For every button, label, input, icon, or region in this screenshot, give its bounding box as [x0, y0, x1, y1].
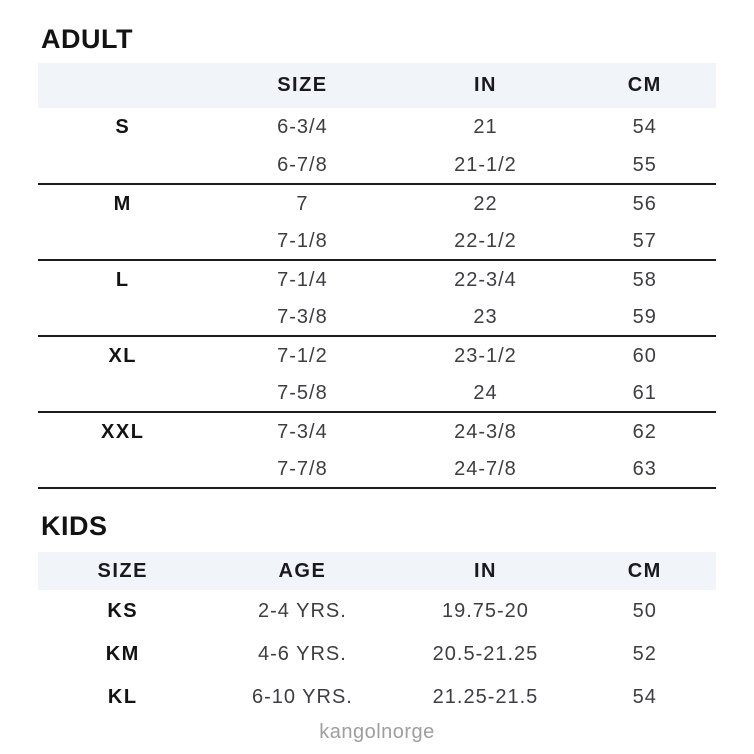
size-label-cell: KS — [107, 600, 139, 622]
hat-size-cell: 7-7/8 — [208, 451, 398, 488]
hat-size-cell: 7-5/8 — [208, 375, 398, 412]
hat-size-cell: 7 — [296, 192, 309, 215]
cm-cell: 50 — [632, 600, 657, 622]
adult-header-size: SIZE — [208, 63, 398, 108]
cm-cell: 56 — [632, 192, 657, 215]
hat-size-cell: 7-1/4 — [277, 268, 328, 291]
kids-header-age: AGE — [208, 552, 398, 590]
hat-size-cell: 7-3/8 — [208, 299, 398, 336]
cm-cell: 61 — [574, 375, 716, 412]
age-cell: 4-6 YRS. — [258, 643, 347, 665]
hat-size-cell: 6-7/8 — [208, 147, 398, 184]
table-row-km — [38, 633, 716, 676]
size-label-cell: L — [115, 268, 130, 291]
table-row-kl — [38, 676, 716, 719]
table-row-xl-1 — [38, 336, 716, 375]
size-label-cell: S — [115, 116, 131, 138]
inches-cell: 21 — [473, 116, 498, 138]
hat-size-cell: 7-1/2 — [277, 344, 328, 367]
size-label-cell — [38, 451, 208, 488]
inches-cell: 23-1/2 — [454, 344, 517, 367]
kids-section-title: KIDS — [41, 511, 108, 541]
brand-watermark: kangolnorge — [319, 721, 435, 743]
table-row-ks — [38, 590, 716, 633]
size-label-cell: XXL — [101, 420, 145, 443]
cm-cell: 52 — [632, 643, 657, 665]
size-label-cell: KM — [105, 643, 140, 665]
adult-header-row — [38, 63, 716, 108]
adult-size-table — [38, 63, 716, 489]
hat-size-cell: 7-3/4 — [277, 420, 328, 443]
inches-cell: 22-1/2 — [397, 223, 573, 260]
inches-cell: 24 — [397, 375, 573, 412]
size-label-cell: M — [113, 192, 132, 215]
inches-cell: 24-3/8 — [454, 420, 517, 443]
inches-cell: 21.25-21.5 — [432, 686, 539, 708]
table-row-xxl-1 — [38, 412, 716, 451]
inches-cell: 19.75-20 — [441, 600, 529, 622]
cm-cell: 58 — [632, 268, 657, 291]
inches-cell: 24-7/8 — [397, 451, 573, 488]
table-row-l-2 — [38, 299, 716, 336]
size-label-cell: XL — [108, 344, 138, 367]
hat-size-cell: 7-1/8 — [208, 223, 398, 260]
cm-cell: 54 — [632, 686, 657, 708]
hat-size-cell: 6-3/4 — [277, 116, 328, 138]
kids-header-row — [38, 552, 716, 590]
cm-cell: 63 — [574, 451, 716, 488]
cm-cell: 59 — [574, 299, 716, 336]
table-row-l-1 — [38, 260, 716, 299]
table-row-s-1 — [38, 108, 716, 147]
table-row-s-2 — [38, 147, 716, 184]
cm-cell: 57 — [574, 223, 716, 260]
size-label-cell — [38, 147, 208, 184]
age-cell: 6-10 YRS. — [251, 686, 353, 708]
adult-section-title: ADULT — [41, 24, 133, 54]
cm-cell: 54 — [632, 116, 657, 138]
inches-cell: 20.5-21.25 — [432, 643, 539, 665]
inches-cell: 22 — [473, 192, 498, 215]
size-label-cell — [38, 223, 208, 260]
table-row-m-2 — [38, 223, 716, 260]
kids-header-in: IN — [397, 552, 573, 590]
adult-header-cm: CM — [574, 63, 716, 108]
kids-size-table — [38, 552, 716, 719]
kids-header-cm: CM — [574, 552, 716, 590]
table-row-xxl-2 — [38, 451, 716, 488]
size-label-cell — [38, 299, 208, 336]
age-cell: 2-4 YRS. — [258, 600, 347, 622]
table-row-m-1 — [38, 184, 716, 223]
kids-header-size: SIZE — [38, 552, 208, 590]
cm-cell: 60 — [632, 344, 657, 367]
table-row-xl-2 — [38, 375, 716, 412]
adult-header-in: IN — [397, 63, 573, 108]
size-label-cell — [38, 375, 208, 412]
size-label-cell: KL — [107, 686, 138, 708]
inches-cell: 21-1/2 — [397, 147, 573, 184]
cm-cell: 62 — [632, 420, 657, 443]
adult-header-blank — [38, 63, 208, 108]
inches-cell: 22-3/4 — [454, 268, 517, 291]
cm-cell: 55 — [574, 147, 716, 184]
inches-cell: 23 — [397, 299, 573, 336]
